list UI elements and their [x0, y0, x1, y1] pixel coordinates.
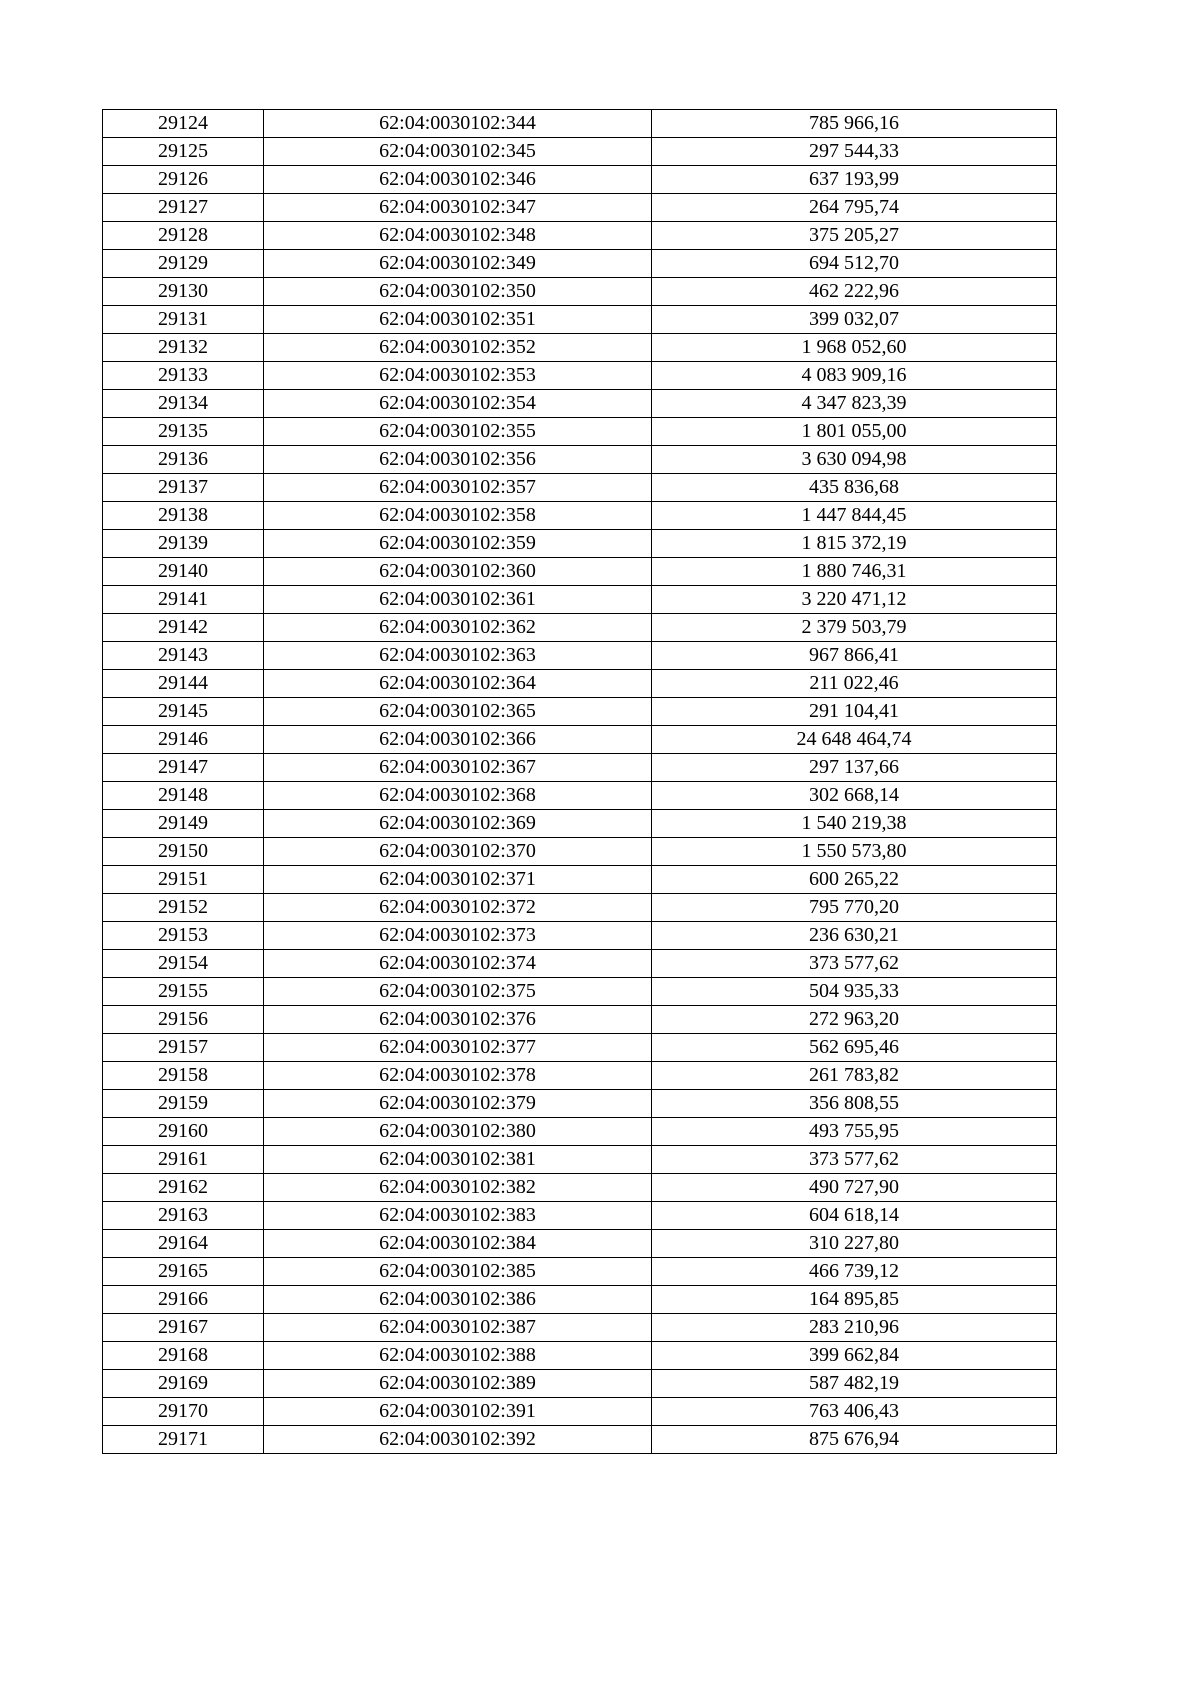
table-row — [103, 922, 1057, 950]
row-number-cell: 29160 — [103, 1118, 264, 1146]
table-row — [103, 866, 1057, 894]
row-number-cell: 29149 — [103, 810, 264, 838]
value-cell: 3 630 094,98 — [652, 446, 1057, 474]
table-row — [103, 502, 1057, 530]
value-cell: 310 227,80 — [652, 1230, 1057, 1258]
cadastral-number-cell: 62:04:0030102:360 — [264, 558, 652, 586]
cadastral-number-cell: 62:04:0030102:379 — [264, 1090, 652, 1118]
value-cell: 600 265,22 — [652, 866, 1057, 894]
value-cell: 462 222,96 — [652, 278, 1057, 306]
cadastral-number-cell: 62:04:0030102:371 — [264, 866, 652, 894]
table-row — [103, 530, 1057, 558]
value-cell: 435 836,68 — [652, 474, 1057, 502]
cadastral-number-cell: 62:04:0030102:363 — [264, 642, 652, 670]
row-number-cell: 29155 — [103, 978, 264, 1006]
cadastral-number-cell: 62:04:0030102:374 — [264, 950, 652, 978]
cadastral-number-cell: 62:04:0030102:362 — [264, 614, 652, 642]
cadastral-number-cell: 62:04:0030102:346 — [264, 166, 652, 194]
cadastral-number-cell: 62:04:0030102:388 — [264, 1342, 652, 1370]
table-row — [103, 698, 1057, 726]
value-cell: 694 512,70 — [652, 250, 1057, 278]
value-cell: 637 193,99 — [652, 166, 1057, 194]
cadastral-number-cell: 62:04:0030102:365 — [264, 698, 652, 726]
table-row — [103, 222, 1057, 250]
value-cell: 264 795,74 — [652, 194, 1057, 222]
table-row — [103, 726, 1057, 754]
value-cell: 504 935,33 — [652, 978, 1057, 1006]
row-number-cell: 29124 — [103, 110, 264, 138]
table-row — [103, 838, 1057, 866]
table-row — [103, 614, 1057, 642]
row-number-cell: 29170 — [103, 1398, 264, 1426]
row-number-cell: 29132 — [103, 334, 264, 362]
value-cell: 490 727,90 — [652, 1174, 1057, 1202]
cadastral-number-cell: 62:04:0030102:389 — [264, 1370, 652, 1398]
row-number-cell: 29139 — [103, 530, 264, 558]
value-cell: 236 630,21 — [652, 922, 1057, 950]
table-body — [103, 110, 1057, 1454]
value-cell: 302 668,14 — [652, 782, 1057, 810]
row-number-cell: 29136 — [103, 446, 264, 474]
row-number-cell: 29140 — [103, 558, 264, 586]
value-cell: 24 648 464,74 — [652, 726, 1057, 754]
row-number-cell: 29161 — [103, 1146, 264, 1174]
cadastral-number-cell: 62:04:0030102:355 — [264, 418, 652, 446]
cadastral-number-cell: 62:04:0030102:359 — [264, 530, 652, 558]
value-cell: 373 577,62 — [652, 950, 1057, 978]
cadastral-number-cell: 62:04:0030102:368 — [264, 782, 652, 810]
cadastral-number-cell: 62:04:0030102:347 — [264, 194, 652, 222]
value-cell: 261 783,82 — [652, 1062, 1057, 1090]
table-row — [103, 1174, 1057, 1202]
value-cell: 1 880 746,31 — [652, 558, 1057, 586]
table-row — [103, 166, 1057, 194]
row-number-cell: 29153 — [103, 922, 264, 950]
table-row — [103, 1090, 1057, 1118]
cadastral-number-cell: 62:04:0030102:345 — [264, 138, 652, 166]
row-number-cell: 29168 — [103, 1342, 264, 1370]
table-row — [103, 1258, 1057, 1286]
table-row — [103, 1426, 1057, 1454]
value-cell: 297 137,66 — [652, 754, 1057, 782]
cadastral-number-cell: 62:04:0030102:377 — [264, 1034, 652, 1062]
row-number-cell: 29134 — [103, 390, 264, 418]
value-cell: 604 618,14 — [652, 1202, 1057, 1230]
value-cell: 875 676,94 — [652, 1426, 1057, 1454]
row-number-cell: 29150 — [103, 838, 264, 866]
table-row — [103, 194, 1057, 222]
cadastral-number-cell: 62:04:0030102:357 — [264, 474, 652, 502]
cadastral-number-cell: 62:04:0030102:369 — [264, 810, 652, 838]
cadastral-number-cell: 62:04:0030102:361 — [264, 586, 652, 614]
table-row — [103, 1062, 1057, 1090]
cadastral-number-cell: 62:04:0030102:376 — [264, 1006, 652, 1034]
value-cell: 4 083 909,16 — [652, 362, 1057, 390]
row-number-cell: 29143 — [103, 642, 264, 670]
table-row — [103, 474, 1057, 502]
table-row — [103, 278, 1057, 306]
value-cell: 283 210,96 — [652, 1314, 1057, 1342]
value-cell: 1 447 844,45 — [652, 502, 1057, 530]
row-number-cell: 29128 — [103, 222, 264, 250]
table-row — [103, 1342, 1057, 1370]
table-row — [103, 642, 1057, 670]
table-row — [103, 110, 1057, 138]
value-cell: 373 577,62 — [652, 1146, 1057, 1174]
value-cell: 164 895,85 — [652, 1286, 1057, 1314]
cadastral-number-cell: 62:04:0030102:354 — [264, 390, 652, 418]
row-number-cell: 29127 — [103, 194, 264, 222]
table-row — [103, 1118, 1057, 1146]
row-number-cell: 29131 — [103, 306, 264, 334]
value-cell: 356 808,55 — [652, 1090, 1057, 1118]
table-row — [103, 558, 1057, 586]
cadastral-number-cell: 62:04:0030102:380 — [264, 1118, 652, 1146]
value-cell: 375 205,27 — [652, 222, 1057, 250]
value-cell: 785 966,16 — [652, 110, 1057, 138]
value-cell: 562 695,46 — [652, 1034, 1057, 1062]
row-number-cell: 29144 — [103, 670, 264, 698]
table-row — [103, 1146, 1057, 1174]
cadastral-number-cell: 62:04:0030102:349 — [264, 250, 652, 278]
cadastral-number-cell: 62:04:0030102:383 — [264, 1202, 652, 1230]
table-row — [103, 1006, 1057, 1034]
value-cell: 1 550 573,80 — [652, 838, 1057, 866]
row-number-cell: 29166 — [103, 1286, 264, 1314]
cadastral-number-cell: 62:04:0030102:372 — [264, 894, 652, 922]
value-cell: 399 662,84 — [652, 1342, 1057, 1370]
row-number-cell: 29154 — [103, 950, 264, 978]
table-row — [103, 810, 1057, 838]
table-row — [103, 894, 1057, 922]
table-row — [103, 586, 1057, 614]
row-number-cell: 29142 — [103, 614, 264, 642]
value-cell: 1 540 219,38 — [652, 810, 1057, 838]
cadastral-number-cell: 62:04:0030102:391 — [264, 1398, 652, 1426]
row-number-cell: 29147 — [103, 754, 264, 782]
cadastral-number-cell: 62:04:0030102:378 — [264, 1062, 652, 1090]
row-number-cell: 29159 — [103, 1090, 264, 1118]
cadastral-number-cell: 62:04:0030102:384 — [264, 1230, 652, 1258]
row-number-cell: 29167 — [103, 1314, 264, 1342]
cadastral-number-cell: 62:04:0030102:367 — [264, 754, 652, 782]
table-row — [103, 418, 1057, 446]
table-row — [103, 1398, 1057, 1426]
cadastral-number-cell: 62:04:0030102:373 — [264, 922, 652, 950]
value-cell: 466 739,12 — [652, 1258, 1057, 1286]
row-number-cell: 29163 — [103, 1202, 264, 1230]
value-cell: 493 755,95 — [652, 1118, 1057, 1146]
table-row — [103, 1034, 1057, 1062]
cadastral-number-cell: 62:04:0030102:364 — [264, 670, 652, 698]
cadastral-number-cell: 62:04:0030102:366 — [264, 726, 652, 754]
row-number-cell: 29165 — [103, 1258, 264, 1286]
value-cell: 2 379 503,79 — [652, 614, 1057, 642]
row-number-cell: 29137 — [103, 474, 264, 502]
row-number-cell: 29145 — [103, 698, 264, 726]
cadastral-number-cell: 62:04:0030102:386 — [264, 1286, 652, 1314]
value-cell: 587 482,19 — [652, 1370, 1057, 1398]
table-row — [103, 1230, 1057, 1258]
row-number-cell: 29152 — [103, 894, 264, 922]
cadastral-number-cell: 62:04:0030102:356 — [264, 446, 652, 474]
row-number-cell: 29138 — [103, 502, 264, 530]
cadastral-number-cell: 62:04:0030102:375 — [264, 978, 652, 1006]
table-row — [103, 446, 1057, 474]
cadastral-number-cell: 62:04:0030102:387 — [264, 1314, 652, 1342]
table-row — [103, 390, 1057, 418]
table-row — [103, 138, 1057, 166]
table-row — [103, 306, 1057, 334]
value-cell: 763 406,43 — [652, 1398, 1057, 1426]
value-cell: 272 963,20 — [652, 1006, 1057, 1034]
row-number-cell: 29158 — [103, 1062, 264, 1090]
table-row — [103, 978, 1057, 1006]
table-row — [103, 250, 1057, 278]
row-number-cell: 29169 — [103, 1370, 264, 1398]
value-cell: 1 801 055,00 — [652, 418, 1057, 446]
cadastral-number-cell: 62:04:0030102:353 — [264, 362, 652, 390]
row-number-cell: 29126 — [103, 166, 264, 194]
table-row — [103, 362, 1057, 390]
cadastral-number-cell: 62:04:0030102:382 — [264, 1174, 652, 1202]
cadastral-number-cell: 62:04:0030102:350 — [264, 278, 652, 306]
table-row — [103, 754, 1057, 782]
value-cell: 795 770,20 — [652, 894, 1057, 922]
cadastral-number-cell: 62:04:0030102:370 — [264, 838, 652, 866]
row-number-cell: 29162 — [103, 1174, 264, 1202]
value-cell: 399 032,07 — [652, 306, 1057, 334]
cadastral-number-cell: 62:04:0030102:381 — [264, 1146, 652, 1174]
value-cell: 1 815 372,19 — [652, 530, 1057, 558]
value-cell: 297 544,33 — [652, 138, 1057, 166]
row-number-cell: 29156 — [103, 1006, 264, 1034]
value-cell: 967 866,41 — [652, 642, 1057, 670]
value-cell: 3 220 471,12 — [652, 586, 1057, 614]
cadastral-number-cell: 62:04:0030102:352 — [264, 334, 652, 362]
value-cell: 211 022,46 — [652, 670, 1057, 698]
table-row — [103, 334, 1057, 362]
row-number-cell: 29164 — [103, 1230, 264, 1258]
row-number-cell: 29130 — [103, 278, 264, 306]
cadastral-number-cell: 62:04:0030102:351 — [264, 306, 652, 334]
row-number-cell: 29141 — [103, 586, 264, 614]
row-number-cell: 29129 — [103, 250, 264, 278]
cadastral-number-cell: 62:04:0030102:358 — [264, 502, 652, 530]
row-number-cell: 29133 — [103, 362, 264, 390]
value-cell: 4 347 823,39 — [652, 390, 1057, 418]
table-row — [103, 1314, 1057, 1342]
cadastral-number-cell: 62:04:0030102:392 — [264, 1426, 652, 1454]
table-row — [103, 670, 1057, 698]
value-cell: 291 104,41 — [652, 698, 1057, 726]
table-row — [103, 1202, 1057, 1230]
row-number-cell: 29148 — [103, 782, 264, 810]
cadastral-number-cell: 62:04:0030102:385 — [264, 1258, 652, 1286]
table-row — [103, 782, 1057, 810]
value-cell: 1 968 052,60 — [652, 334, 1057, 362]
cadastral-value-table — [102, 109, 1057, 1454]
row-number-cell: 29135 — [103, 418, 264, 446]
row-number-cell: 29125 — [103, 138, 264, 166]
cadastral-number-cell: 62:04:0030102:344 — [264, 110, 652, 138]
row-number-cell: 29171 — [103, 1426, 264, 1454]
table-row — [103, 1370, 1057, 1398]
table-row — [103, 950, 1057, 978]
row-number-cell: 29157 — [103, 1034, 264, 1062]
row-number-cell: 29151 — [103, 866, 264, 894]
cadastral-number-cell: 62:04:0030102:348 — [264, 222, 652, 250]
table-row — [103, 1286, 1057, 1314]
row-number-cell: 29146 — [103, 726, 264, 754]
